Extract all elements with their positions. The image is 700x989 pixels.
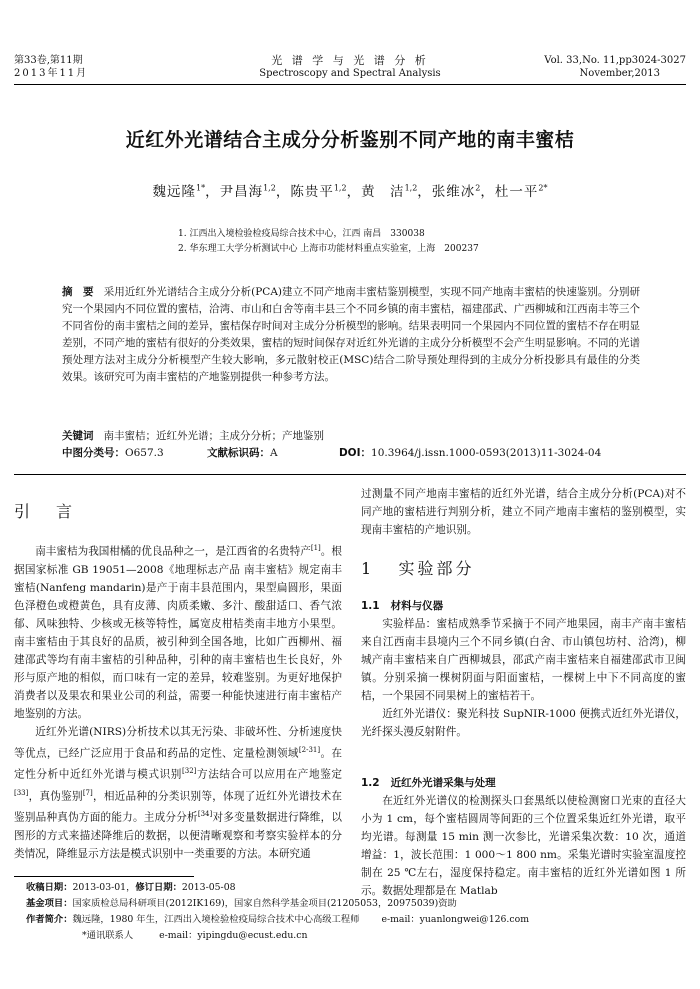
clc-code: O657.3 bbox=[125, 447, 164, 459]
paragraph-text: 南丰蜜桔为我国柑橘的优良品种之一，是江西省的名贵特产 bbox=[35, 545, 311, 558]
received-line: 收稿日期：2013-03-01，修订日期：2013-05-08 bbox=[26, 882, 236, 893]
abstract-text: 采用近红外光谱结合主成分分析(PCA)建立不同产地南丰蜜桔鉴别模型，实现不同产地南丰蜜桔的快速鉴别。分别研究一个果园内不同位置的蜜桔，洽湾、市山和白舍等南丰县三个不同乡镇的南丰蜜桔，福建邵武、广西柳城和江西南丰等三个不同省份的南丰蜜桔之间的差异，蜜桔保存时间对主成分分析模型的影响。结果表明同一个果园内不同位置的蜜桔不存在明显差别，不同产地的蜜桔有很好的分类效果，蜜桔的短时间保存对近红外光谱的主成分分析模型不会产生明显影响。不同的光谱预处理方法对主成分分析模型产生较大影响，多元散射校正(MSC)结合二阶导预处理得到的主成分分析投影具有最佳的分类效果。该研究可为南丰蜜桔的产地鉴别提供一种参考方法。 bbox=[62, 286, 641, 383]
author-email[interactable]: e-mail：yuanlongwei@126.com bbox=[381, 914, 530, 925]
footnotes bbox=[26, 880, 686, 944]
abstract-rule bbox=[14, 474, 686, 475]
affiliation-1: 1. 江西出入境检验检疫局综合技术中心，江西 南昌 330038 bbox=[178, 229, 425, 239]
paragraph: 近红外光谱仪：聚光科技 SupNIR-1000 便携式近红外光谱仪，光纤探头漫反射附件。 bbox=[361, 708, 686, 738]
citation-ref: [33] bbox=[14, 788, 29, 797]
footnote-rule bbox=[14, 876, 194, 877]
citation-ref: [32] bbox=[182, 767, 197, 776]
subsection-1-1-body bbox=[361, 615, 686, 741]
author: 尹昌海$^{1,2}$ bbox=[219, 183, 276, 200]
affiliation-2: 2. 华东理工大学分析测试中心 上海市功能材料重点实验室，上海 200237 bbox=[178, 244, 479, 254]
header-date-en: November,2013 bbox=[579, 68, 660, 79]
left-column bbox=[14, 539, 342, 863]
subsection-1-1-heading: 1.1 材料与仪器 bbox=[361, 600, 444, 612]
header-volume-en: Vol. 33,No. 11,pp3024-3027 bbox=[544, 55, 686, 66]
citation-ref: [1] bbox=[310, 544, 321, 552]
author: 张维冰$^2$ bbox=[431, 183, 481, 200]
keywords-line: 关键词 南丰蜜桔；近红外光谱；主成分分析；产地鉴别 bbox=[62, 430, 325, 442]
author: 黄 洁$^{1,2}$ bbox=[361, 183, 418, 200]
author: 陈贵平$^{1,2}$ bbox=[290, 183, 347, 200]
paragraph-text: 。在定性分析中近红外光谱与模式识别 bbox=[14, 747, 343, 781]
corresponding-email[interactable]: e-mail：yipingdu@ecust.edu.cn bbox=[159, 930, 308, 941]
right-column bbox=[361, 485, 686, 539]
paragraph: 实验样品：蜜桔成熟季节采摘于不同产地果园，南丰产南丰蜜桔来自江西南丰县境内三个不同乡镇(白舍、市山镇包坊村、洽湾)，柳城产南丰蜜桔来自广西柳城县，邵武产南丰蜜桔来自福建邵武市卫闽镇。分别采摘一棵树阴面与阳面蜜桔，一棵树上中下不同高度的蜜桔，一个果园不同果树上的蜜桔若干。 bbox=[361, 618, 686, 702]
bio-line: 作者简介：魏远隆，1980 年生，江西出入境检验检疫局综合技术中心高级工程师 e-mail：yuanlongwei@126.com bbox=[26, 914, 530, 925]
paragraph-text: 对多变量数据进行降维，以图形的方式来描述降维后的数据，以便清晰观察和考察实验样本的分类情况，降维显示方法是模式识别中一类重要的方法。本研究通 bbox=[14, 811, 343, 860]
header-journal-cn: 光 谱 学 与 光 谱 分 析 bbox=[271, 54, 429, 67]
paragraph-text: 方法结合可以应用在产地鉴定 bbox=[196, 768, 343, 781]
paper-title: 近红外光谱结合主成分分析鉴别不同产地的南丰蜜桔 bbox=[125, 129, 575, 151]
author: 魏远隆$^{1*}$ bbox=[152, 183, 206, 200]
paragraph-text: 近红外光谱(NIRS)分析技术以其无污染、非破坏性、分析速度快等优点，已经广泛应用于食品和药品的定性、定量检测领域 bbox=[14, 725, 342, 760]
classification-line: 中图分类号：O657.3 文献标识码：A DOI：10.3964/j.issn.1000-0593(2013)11-3024-04 bbox=[62, 447, 602, 459]
paragraph-text: ，相近品种的分类识别等，体现了近红外光谱技术在鉴别品种真伪方面的能力。主成分分析 bbox=[14, 790, 343, 824]
keywords: 南丰蜜桔；近红外光谱；主成分分析；产地鉴别 bbox=[103, 430, 325, 442]
intro-continued: 过测量不同产地南丰蜜桔的近红外光谱，结合主成分分析(PCA)对不同产地的蜜桔进行判别分析，建立不同产地南丰蜜桔的鉴别模型，实现南丰蜜桔的产地识别。 bbox=[361, 488, 686, 536]
citation-ref: [7] bbox=[82, 788, 93, 797]
paragraph-text: 。根据国家标准 GB 19051—2008《地理标志产品 南丰蜜桔》规定南丰蜜桔(Nanfeng mandarin)是产于南丰县范围内，果型扁圆形，果面色泽橙色或橙黄色，具有皮薄、肉质柔嫩、多汁、酸甜适口、香气浓郁、风味独特、少核或无核等特性，属宽皮柑桔类南丰地方小果型。南丰蜜桔由于其良好的品质，被引种到全国各地，比如广西柳州、福建邵武等均有南丰蜜桔的引种品种，引种的南丰蜜桔也生长良好，外形与原产地的相似，而口味有一定的差异，较难鉴别。为更好地保护消费者以及果农和果业公司的利益，需要一种能快速进行南丰蜜桔产地鉴别的方法。 bbox=[14, 545, 343, 720]
header-date-cn: 2013年11月 bbox=[14, 68, 89, 79]
subsection-1-2-heading: 1.2 近红外光谱采集与处理 bbox=[361, 777, 496, 789]
doi: 10.3964/j.issn.1000-0593(2013)11-3024-04 bbox=[371, 447, 602, 459]
header-volume-cn: 第33卷,第11期 bbox=[14, 55, 83, 66]
fund-line: 基金项目：国家质检总局科研项目(2012IK169)，国家自然科学基金项目(21205053，20975039)资助 bbox=[26, 898, 457, 909]
citation-ref: [2-31] bbox=[298, 745, 321, 754]
abstract-label: 摘 要 bbox=[62, 286, 94, 298]
intro-heading: 引 言 bbox=[14, 502, 78, 521]
abstract bbox=[62, 284, 640, 386]
paragraph: 在近红外光谱仪的检测探头口套黑纸以使检测窗口光束的直径大小为 1 cm，每个蜜桔圆周等间距的三个位置采集近红外光谱，取平均光谱。每测量 15 min 测一次参比，光谱采集次数：10 次，通道增益：1，波长范围：1 000～1 800 nm。采集光谱时实验室温度控制在 25 ℃左右，湿度保持稳定。南丰蜜桔的近红外光谱如图 1 所示。数据处理都是在 Matlab bbox=[361, 795, 686, 897]
intro-paragraph bbox=[14, 539, 342, 723]
author-list: 魏远隆$^{1*}$，尹昌海$^{1,2}$，陈贵平$^{1,2}$，黄 洁$^{1,2}$，张维冰$^2$，杜一平$^{2*}$ bbox=[152, 183, 548, 200]
corresponding-line: *通讯联系人 e-mail：yipingdu@ecust.edu.cn bbox=[82, 930, 308, 941]
header-rule bbox=[14, 84, 686, 85]
section-heading: 1 实验部分 bbox=[361, 559, 475, 578]
author: 杜一平$^{2*}$ bbox=[494, 183, 548, 200]
citation-ref: [34] bbox=[197, 810, 213, 819]
doc-code: A bbox=[270, 447, 278, 459]
header-journal-en: Spectroscopy and Spectral Analysis bbox=[259, 68, 441, 79]
paragraph-text: ，真伪鉴别 bbox=[28, 790, 83, 803]
intro-paragraph bbox=[14, 723, 342, 863]
